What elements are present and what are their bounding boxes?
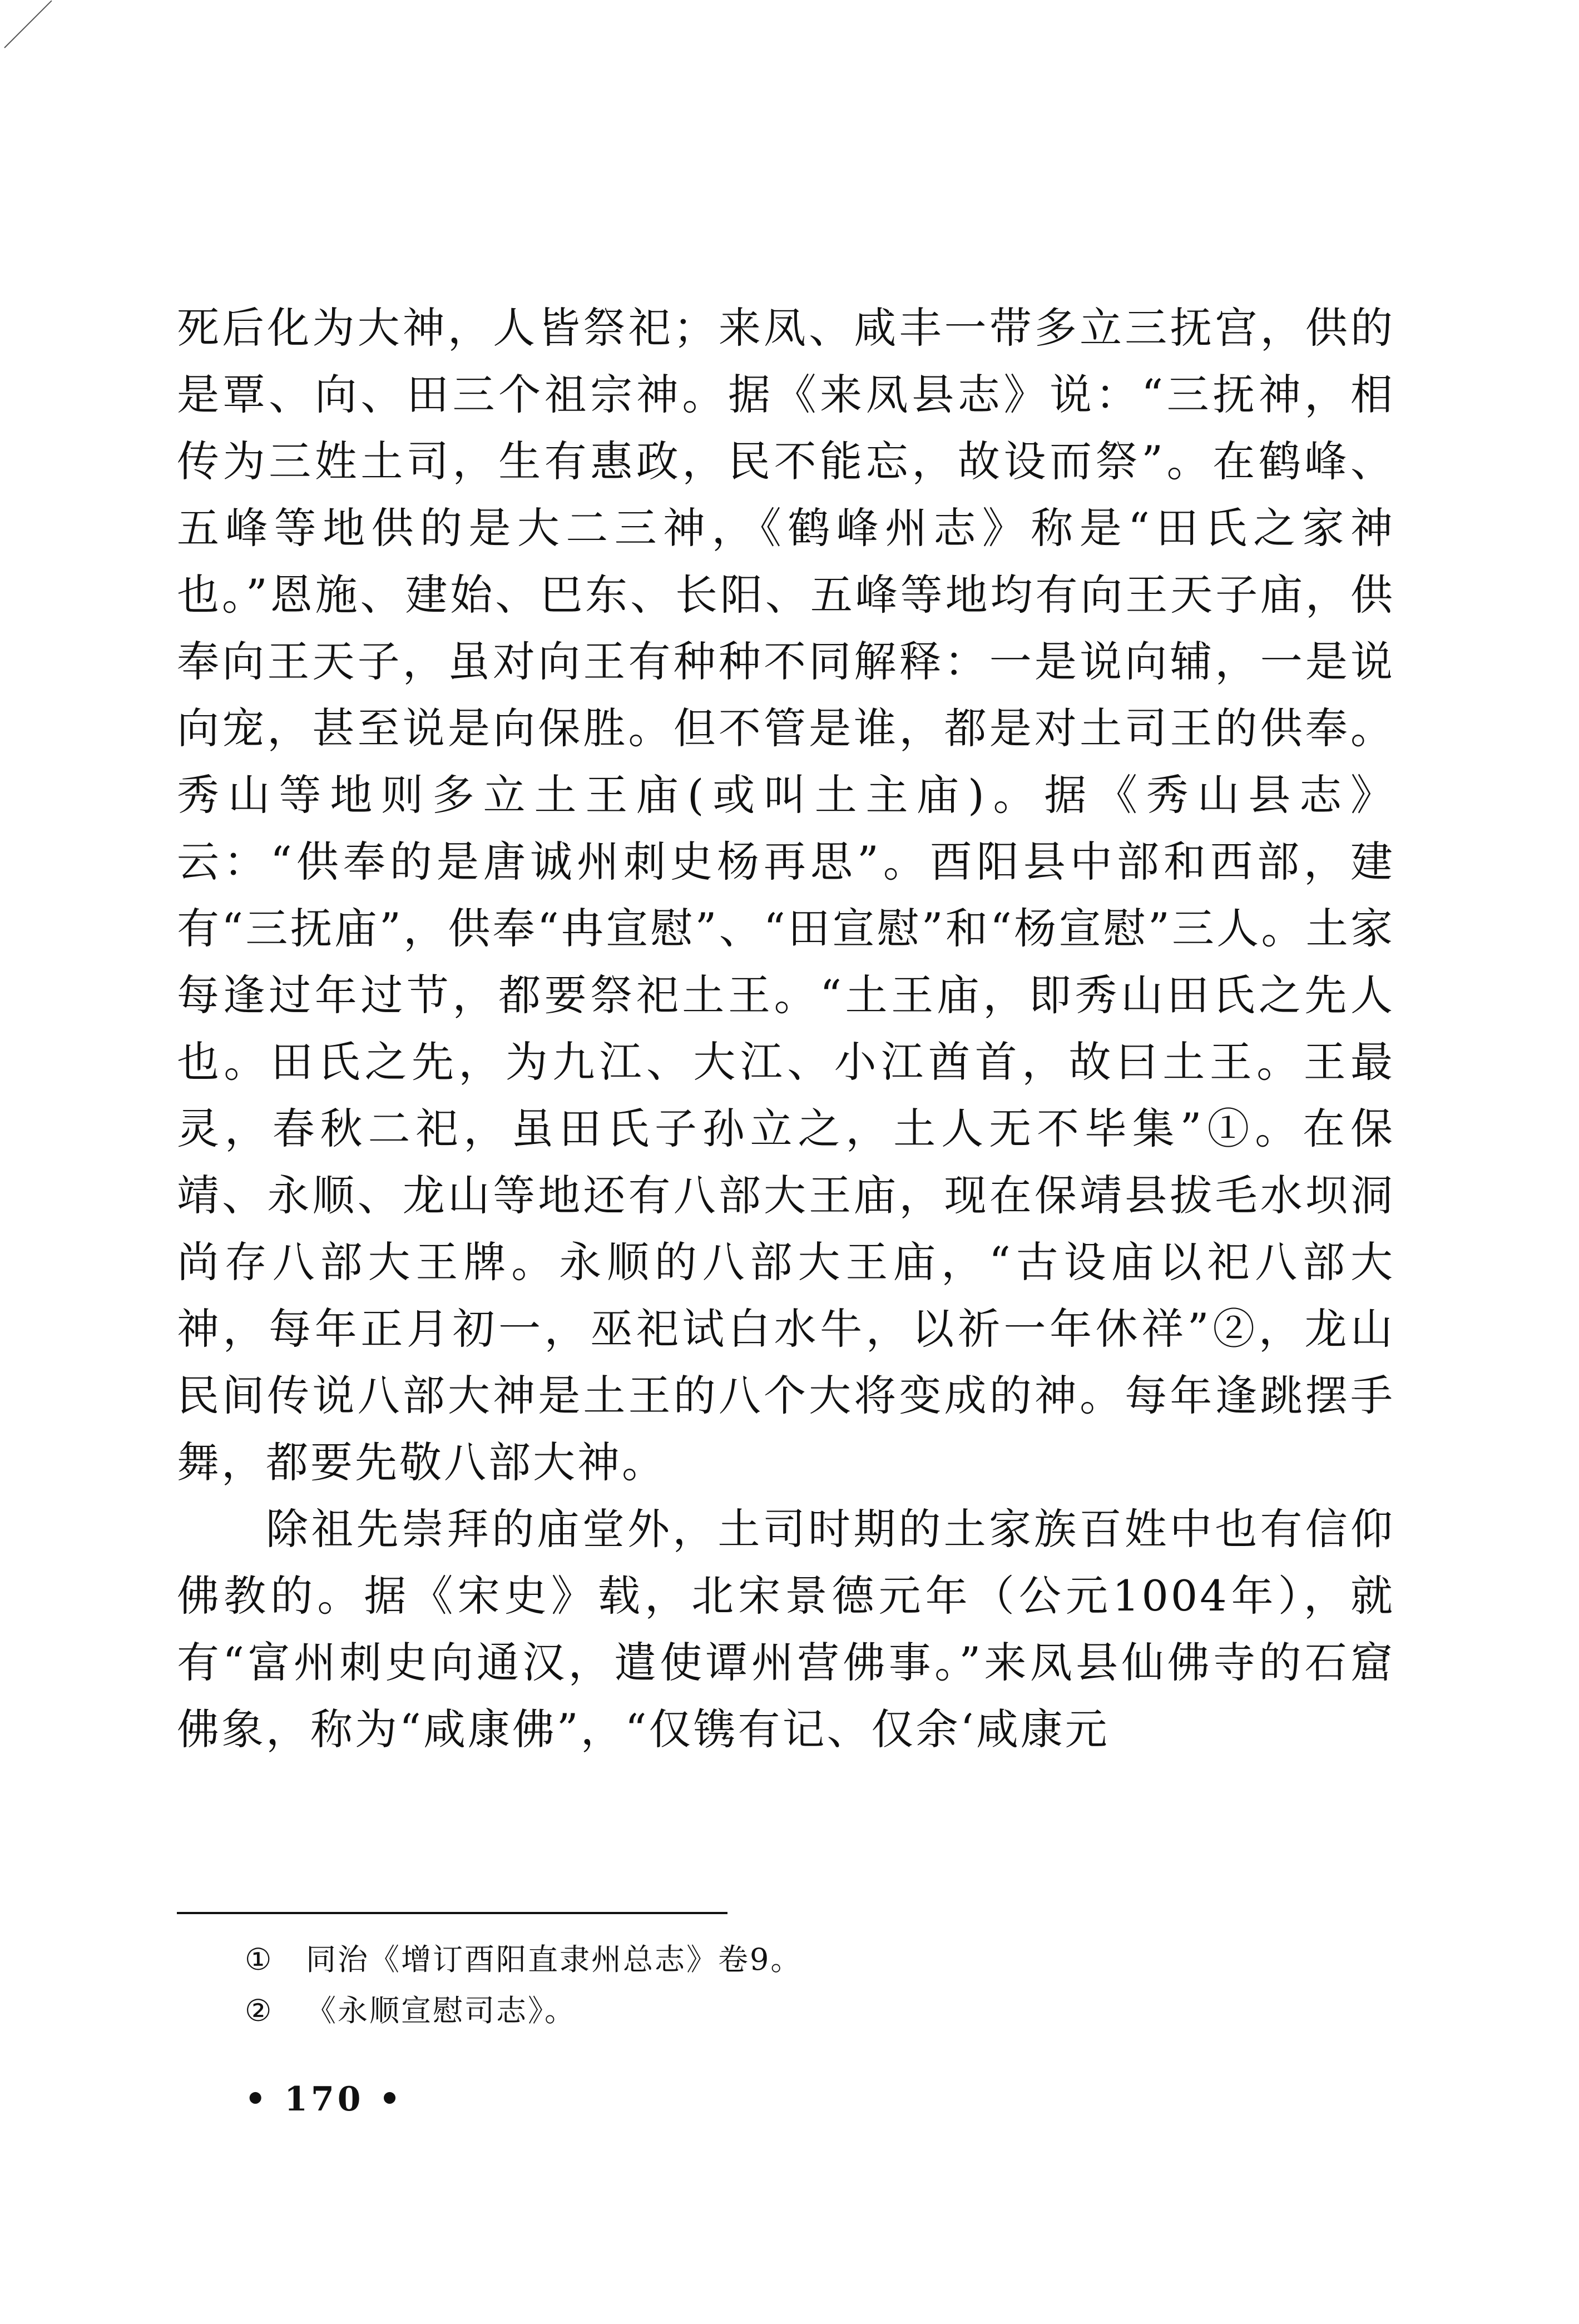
footnote-2: [245, 1985, 1246, 2036]
footnote-text: 同治《增订酉阳直隶州总志》卷9。: [306, 1942, 803, 1977]
footnote-marker: ②: [245, 1993, 274, 2028]
page-number: • 170 •: [245, 2080, 404, 2119]
footnote-1: [245, 1934, 1246, 1985]
paragraph-2: 除祖先崇拜的庙堂外，土司时期的土家族百姓中也有信仰佛教的。据《宋史》载，北宋景德元年（公元1004年），就有“富州刺史向通汉，遣使谭州营佛事。”来凤县仙佛寺的石窟佛象，称为“咸康佛”，“仅镌有记、仅余‘咸康元: [177, 1504, 1395, 1754]
footnotes: [245, 1934, 1246, 2036]
footnote-marker: ①: [245, 1942, 274, 1977]
paragraph-1: 死后化为大神，人皆祭祀；来凤、咸丰一带多立三抚宫，供的是覃、向、田三个祖宗神。据《来凤县志》说：“三抚神，相传为三姓土司，生有惠政，民不能忘，故设而祭”。在鹤峰、五峰等地供的是大二三神，《鹤峰州志》称是“田氏之家神也。”恩施、建始、巴东、长阳、五峰等地均有向王天子庙，供奉向王天子，虽对向王有种种不同解释：一是说向辅，一是说向宠，甚至说是向保胜。但不管是谁，都是对土司王的供奉。秀山等地则多立土王庙(或叫土主庙)。据《秀山县志》云：“供奉的是唐诚州刺史杨再思”。酉阳县中部和西部，建有“三抚庙”，供奉“冉宣慰”、“田宣慰”和“杨宣慰”三人。土家每逢过年过节，都要祭祀土王。“土王庙，即秀山田氏之先人也。田氏之先，为九江、大江、小江酋首，故曰土王。王最灵，春秋二祀，虽田氏子孙立之，土人无不毕集”①。在保靖、永顺、龙山等地还有八部大王庙，现在保靖县拔毛水坝洞尚存八部大王牌。永顺的八部大王庙，“古设庙以祀八部大神，每年正月初一，巫祀试白水牛，以祈一年休祥”②，龙山民间传说八部大神是土王的八个大将变成的神。每年逢跳摆手舞，都要先敬八部大神。: [177, 303, 1395, 1487]
body-text: [177, 295, 1395, 1763]
scan-corner-mark: [4, 0, 52, 48]
footnote-text: 《永顺宣慰司志》。: [306, 1993, 576, 2028]
footnote-divider: [177, 1912, 727, 1914]
